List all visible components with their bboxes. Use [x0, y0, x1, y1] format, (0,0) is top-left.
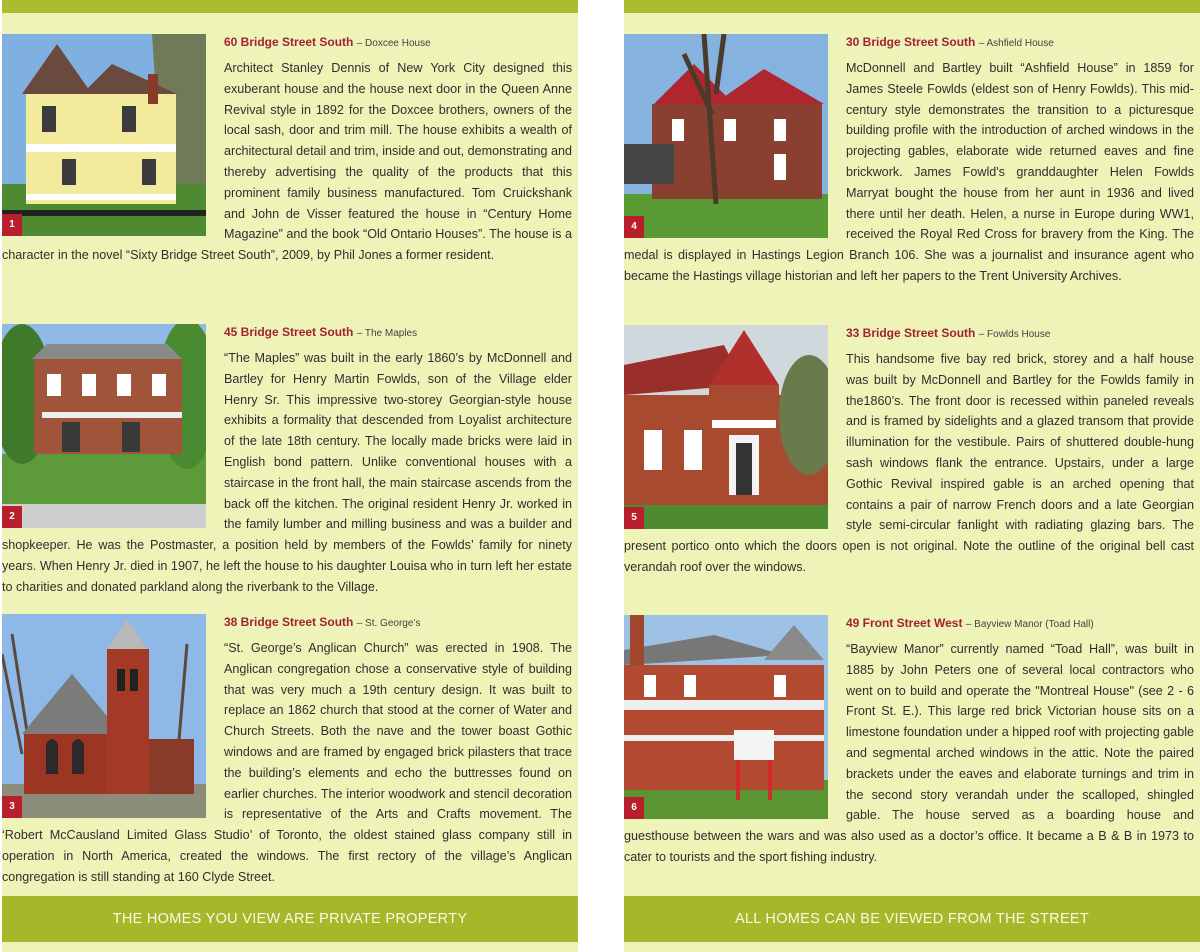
entry-text: “The Maples” was built in the early 1860’s by McDonnell and Bartley for Henry Martin Fowlds, son of the Village elder Henry Sr. This impressive two-storey Georgian-style house exhibits a formality that descended from Loyalist architecture of the late 18th century. The locally made bricks were laid in English bond pattern. Unlike conventional houses with a staircase in the front hall, the main staircase ascends from the back off the kitchen. The original resident Henry Jr. worked in the family lumber and milling business and was a builder and shopkeeper. He was the Postmaster, a position held by members of the Fowlds’ family for ninety years. When Henry Jr. died in 1907, he left the house to his daughter Louisa who in turn left her estate to charities and donated parkland along the riverbank to the Village.: [2, 351, 572, 594]
entry-address: 38 Bridge Street South: [224, 615, 354, 629]
photo-bayview-manor: [624, 615, 828, 819]
photo-number: 6: [624, 797, 644, 819]
entry-address: 60 Bridge Street South: [224, 35, 354, 49]
footer-banner: ALL HOMES CAN BE VIEWED FROM THE STREET: [624, 896, 1200, 942]
entry-address: 49 Front Street West: [846, 616, 963, 630]
entry-text: “Bayview Manor” currently named “Toad Hall”, was built in 1885 by John Peters one of several local contractors who went on to build and operate the "Montreal House" (see 2 - 6 Front St. E.). This large red brick Victorian house sits on a limestone foundation under a hipped roof with projecting gable and segmental arched windows in the attic. Note the paired brackets under the eaves and elaborate turnings and trim in the second story verandah under the scalloped, shingled gable. The house served as a boarding house and guesthouse between the wars and was also used as a doctor’s office. It became a B & B in 1973 to cater to tourists and the sport fishing industry.: [624, 642, 1194, 864]
entry-house-name: – Fowlds House: [978, 329, 1051, 340]
entry-address: 45 Bridge Street South: [224, 325, 354, 339]
entry-text: “St. George’s Anglican Church” was erected in 1908. The Anglican congregation chose a conservative style of building that was very much a 19th century design. It was built to replace an 1862 church that stood at the corner of Water and Church Streets. Both the nave and the tower boast Gothic windows and are framed by engaged brick pilasters that trace the building’s elements and echo the buttresses found on earlier churches. The interior woodwork and stencil decoration is representative of the Arts and Crafts movement. The ‘Robert McCausland Limited Glass Studio’ of Toronto, the oldest stained glass company still in operation in North America, created the windows. The first rectory of the village’s Anglican congregation is still standing at 160 Clyde Street.: [2, 641, 572, 884]
photo-number: 2: [2, 506, 22, 528]
entry-33-bridge: [624, 325, 1200, 578]
photo-st-georges: [2, 614, 206, 818]
photo-fowlds-house: [624, 325, 828, 529]
entry-house-name: – Ashfield House: [978, 38, 1054, 49]
top-bar: [2, 0, 578, 13]
entry-text: This handsome five bay red brick, storey and a half house was built by McDonnell and Bartley for the Fowlds family in the1860’s. The front door is recessed within paneled reveals and is framed by sidelights and a glazed transom that provide illumination for the vestibule. Pairs of shuttered double-hung sash windows flank the entrance. Upstairs, under a large Gothic Revival inspired gable is an arched opening that contains a pair of narrow French doors and a late Georgian style semi-circular fanlight with radiating glazing bars. The present portico onto which the doors open is not original. Note the outline of the original bell cast verandah roof over the windows.: [624, 352, 1194, 574]
footer-banner: THE HOMES YOU VIEW ARE PRIVATE PROPERTY: [2, 896, 578, 942]
right-panel: [624, 0, 1200, 952]
entry-address: 33 Bridge Street South: [846, 326, 976, 340]
photo-number: 4: [624, 216, 644, 238]
photo-ashfield-house: [624, 34, 828, 238]
photo-number: 3: [2, 796, 22, 818]
photo-the-maples: [2, 324, 206, 528]
entry-49-front: [624, 615, 1200, 868]
left-panel: [2, 0, 578, 952]
entry-house-name: – The Maples: [356, 328, 418, 339]
entry-text: McDonnell and Bartley built “Ashfield House” in 1859 for James Steele Fowlds (eldest son of Henry Fowlds). This mid-century style demonstrates the transition to a picturesque building profile with the introduction of arched windows in the projecting gables, elaborate wide returned eaves and fine brickwork. James Fowld's granddaughter Helen Fowlds Marryat bought the house from her aunt in 1936 and lived there until her death. Helen, a nurse in Europe during WW1, received the Royal Red Cross for bravery from the King. The medal is displayed in Hastings Legion Branch 106. She was a journalist and insurance agent who became the Hastings village historian and left her papers to the Trent University Archives.: [624, 61, 1194, 283]
entry-30-bridge: [624, 34, 1200, 287]
photo-number: 1: [2, 214, 22, 236]
entry-text: Architect Stanley Dennis of New York City designed this exuberant house and the house next door in the Queen Anne Revival style in 1892 for the Doxcee brothers, owners of the local sash, door and trim mill. The house exhibits a wealth of architectural detail and trim, inside and out, demonstrating and thereby advertising the quality of the products that this prominent family business manufactured. Tom Cruickshank and John de Visser featured the house in “Century Home Magazine” and the book “Old Ontario Houses”. The house is a character in the novel “Sixty Bridge Street South”, 2009, by Phil Jones a former resident.: [2, 61, 572, 263]
entry-house-name: – St. George’s: [356, 618, 421, 629]
entry-house-name: – Doxcee House: [356, 38, 431, 49]
photo-number: 5: [624, 507, 644, 529]
entry-house-name: – Bayview Manor (Toad Hall): [965, 619, 1094, 630]
entry-38-bridge: [2, 614, 578, 888]
entry-45-bridge: [2, 324, 578, 598]
top-bar: [624, 0, 1200, 13]
entry-address: 30 Bridge Street South: [846, 35, 976, 49]
entry-60-bridge: [2, 34, 578, 266]
photo-doxcee-house: [2, 34, 206, 236]
